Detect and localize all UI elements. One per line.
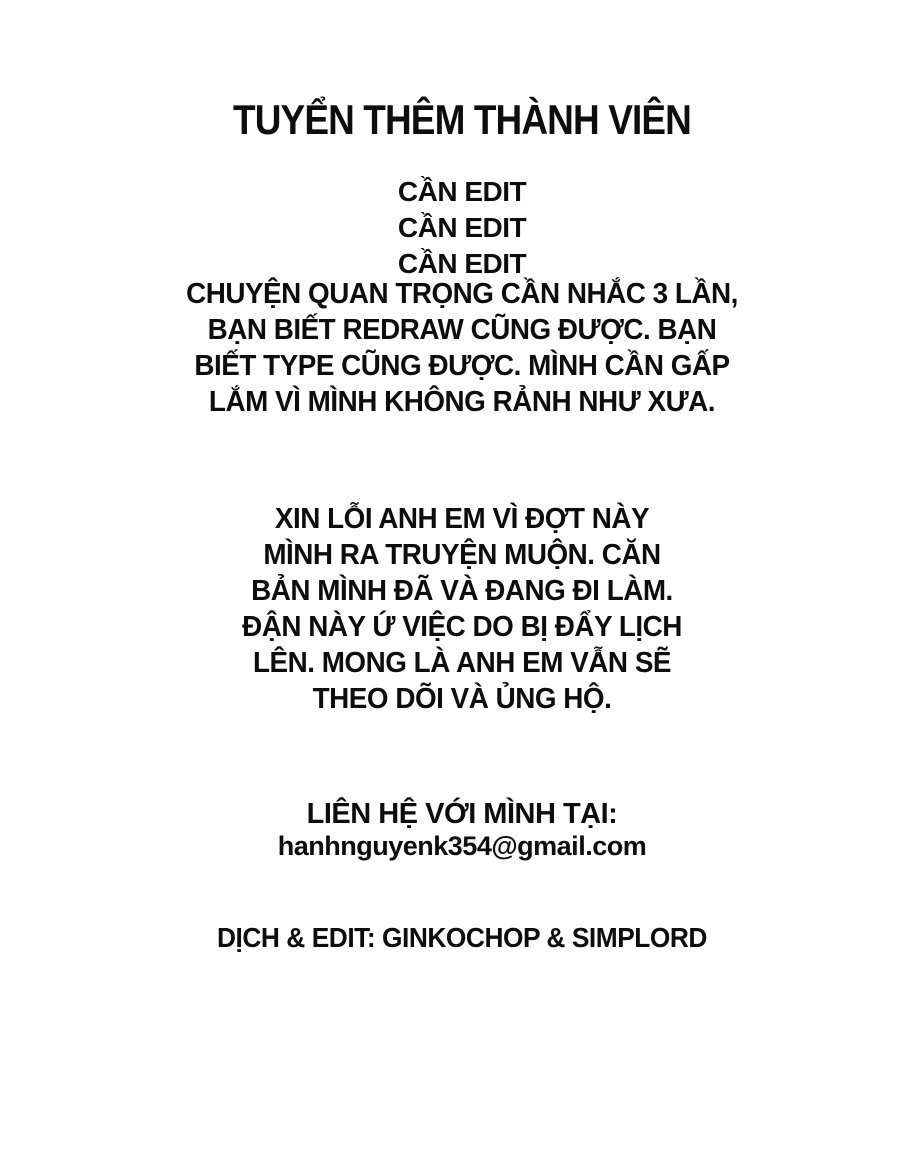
contact-label: LIÊN HỆ VỚI MÌNH TẠI:	[306, 798, 618, 830]
apology-line: XIN LỖI ANH EM VÌ ĐỢT NÀY	[274, 503, 650, 535]
apology-line: THEO DÕI VÀ ỦNG HỘ.	[312, 683, 612, 715]
recruit-section	[24, 174, 900, 282]
page-title: TUYỂN THÊM THÀNH VIÊN	[233, 96, 691, 143]
recruit-line: CẦN EDIT	[397, 176, 527, 207]
notice-paragraph	[42, 276, 883, 420]
apology-paragraph	[42, 501, 883, 717]
apology-line: BẢN MÌNH ĐÃ VÀ ĐANG ĐI LÀM.	[251, 575, 673, 607]
notice-line: CHUYỆN QUAN TRỌNG CẦN NHẮC 3 LẦN,	[186, 278, 738, 310]
notice-line: BẠN BIẾT REDRAW CŨNG ĐƯỢC. BẠN	[207, 314, 717, 346]
notice-line: BIẾT TYPE CŨNG ĐƯỢC. MÌNH CẦN GẤP	[194, 350, 730, 382]
apology-line: MÌNH RA TRUYỆN MUỘN. CĂN	[263, 539, 661, 571]
credit-line: DỊCH & EDIT: GINKOCHOP & SIMPLORD	[217, 922, 707, 953]
recruit-line: CẦN EDIT	[397, 248, 527, 279]
contact-email: hanhnguyenk354@gmail.com	[277, 831, 647, 861]
apology-line: ĐẬN NÀY Ứ VIỆC DO BỊ ĐẨY LỊCH	[242, 611, 682, 643]
recruit-line: CẦN EDIT	[397, 212, 527, 243]
notice-line: LẮM VÌ MÌNH KHÔNG RẢNH NHƯ XƯA.	[208, 386, 716, 418]
apology-line: LÊN. MONG LÀ ANH EM VẪN SẼ	[252, 647, 672, 679]
